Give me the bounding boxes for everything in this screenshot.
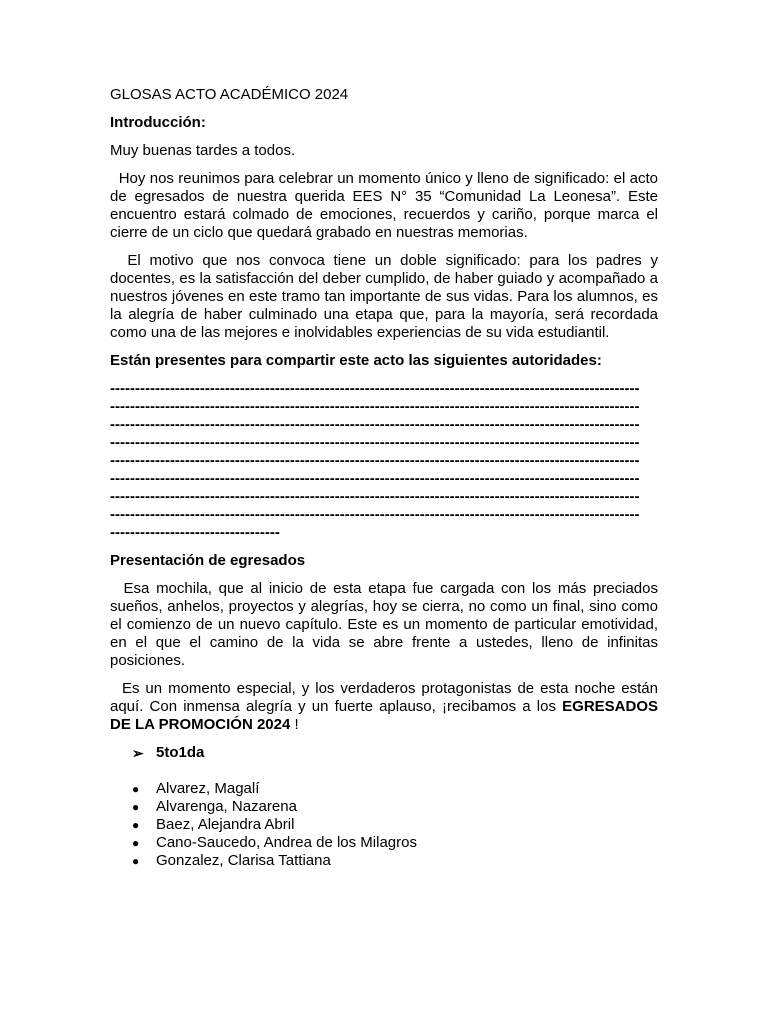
dash-line: ---------------------------------------------------------------------------------------------------------- [110,434,640,451]
bullet-icon: ● [132,782,140,796]
dash-line: ---------------------------------------------------------------------------------------------------------- [110,380,640,397]
dash-line: ---------------------------------------------------------------------------------------------------------- [110,506,640,523]
document-title: GLOSAS ACTO ACADÉMICO 2024 [110,86,349,103]
student-name: Cano-Saucedo, Andrea de los Milagros [156,834,417,851]
paragraph-4 [110,680,663,734]
list-item [132,780,658,798]
authorities-heading: Están presentes para compartir este acto las siguientes autoridades: [110,352,602,369]
document-body [110,86,663,870]
paragraph-4-end: ! [290,716,299,733]
dash-line: ---------------------------------------------------------------------------------------------------------- [110,416,640,433]
bullet-icon: ● [132,800,140,814]
list-item [132,852,658,870]
bullet-icon: ● [132,854,140,868]
arrow-bullet-icon: ➢ [132,745,144,761]
dash-line: ---------------------------------------------------------------------------------------------------------- [110,488,640,505]
authorities-blank-lines [110,380,658,542]
list-item [132,834,658,852]
course-item [132,744,658,762]
paragraph-4-text: Es un momento especial, y los verdaderos protagonistas de esta noche están aquí. Con inmensa alegría y un fuerte aplauso, ¡recibamos a los [110,680,663,715]
dash-line: ---------------------------------------------------------------------------------------------------------- [110,452,640,469]
student-name: Alvarenga, Nazarena [156,798,297,815]
greeting: Muy buenas tardes a todos. [110,142,296,159]
graduates-emphasis: EGRESADOS DE LA PROMOCIÓN 2024 [110,698,663,733]
bullet-icon: ● [132,836,140,850]
student-name: Baez, Alejandra Abril [156,816,295,833]
student-name: Gonzalez, Clarisa Tattiana [156,852,331,869]
paragraph-3: Esa mochila, que al inicio de esta etapa fue cargada con los más preciados sueños, anhelos, proyectos y alegrías, hoy se cierra, no como un final, sino como el comienzo de un nuevo capítulo. Este es un momento de particular emotividad, en el que el camino de la vida se abre frente a ustedes, lleno de infinitas posiciones. [110,580,663,669]
intro-heading: Introducción: [110,114,206,131]
dash-line: ---------------------------------- [110,524,280,541]
bullet-icon: ● [132,818,140,832]
dash-line: ---------------------------------------------------------------------------------------------------------- [110,398,640,415]
student-list [110,780,658,870]
paragraph-2: El motivo que nos convoca tiene un doble significado: para los padres y docentes, es la satisfacción del deber cumplido, de haber guiado y acompañado a nuestros jóvenes en este tramo tan importante de sus vidas. Para los alumnos, es la alegría de haber culminado una etapa que, para la mayoría, será recordada como una de las mejores e inolvidables experiencias de su vida estudiantil. [110,252,663,341]
dash-line: ---------------------------------------------------------------------------------------------------------- [110,470,640,487]
student-name: Alvarez, Magalí [156,780,260,797]
presentation-heading: Presentación de egresados [110,552,306,569]
course-label: 5to1da [156,744,205,761]
list-item [132,816,658,834]
paragraph-1: Hoy nos reunimos para celebrar un momento único y lleno de significado: el acto de egresados de nuestra querida EES N° 35 “Comunidad La Leonesa”. Este encuentro estará colmado de emociones, recuerdos y cariño, porque marca el cierre de un ciclo que quedará grabado en nuestras memorias. [110,170,663,241]
list-item [132,798,658,816]
